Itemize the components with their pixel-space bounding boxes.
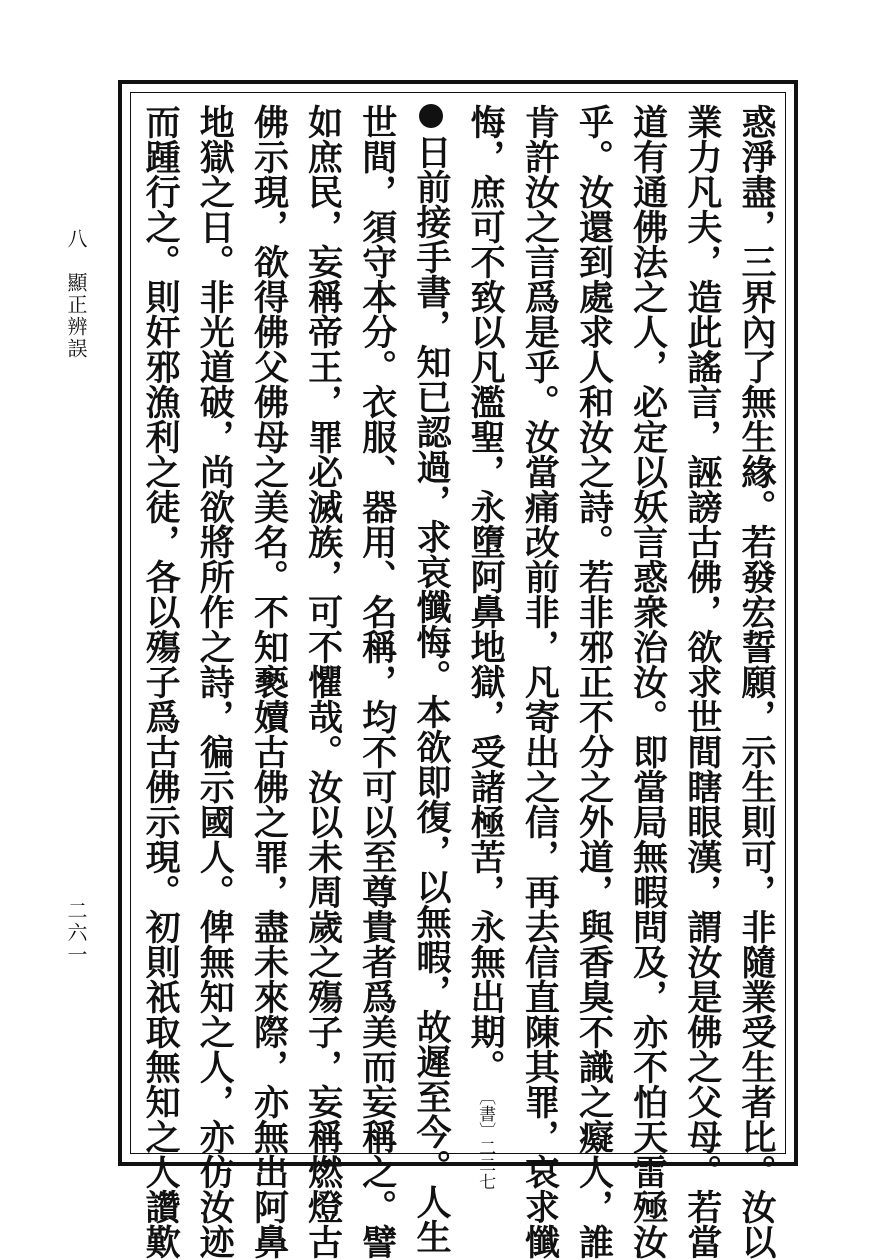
page-number: 二六一 xyxy=(64,900,88,966)
column-6-text: 悔，庶可不致以凡濫聖，永墮阿鼻地獄，受諸極苦，永無出期。 xyxy=(465,104,507,1084)
bullet-dot-icon xyxy=(419,104,443,128)
text-column-6 xyxy=(461,104,509,1190)
column-7-text: 日前接手書，知已認過，求哀懺悔。本欲即復，以無暇，故遲至今。人生 xyxy=(410,134,452,1254)
text-column-11: 地獄之日。非光道破，尚欲將所作之詩，徧示國人。俾無知之人，亦仿汝迹 xyxy=(194,104,236,1259)
book-title: 顯正辨誤 xyxy=(64,272,88,360)
section-number: 八 xyxy=(64,228,88,250)
text-column-4: 乎。汝還到處求人和汝之詩。若非邪正不分之外道，與香臭不識之癡人，誰 xyxy=(573,104,615,1259)
source-note: 〔書〕二二七 xyxy=(475,1088,496,1190)
text-column-10: 佛示現，欲得佛父佛母之美名。不知褻嬻古佛之罪，盡未來際，亦無出阿鼻 xyxy=(248,104,290,1259)
text-column-8: 世間，須守本分。衣服、器用、名稱，均不可以至尊貴者爲美而妄稱之。譬 xyxy=(356,104,398,1259)
text-column-2: 業力凡夫，造此謠言，誣謗古佛，欲求世間瞎眼漢，謂汝是佛之父母。若當 xyxy=(681,104,723,1259)
text-column-12: 而踵行之。則奸邪漁利之徒，各以殤子爲古佛示現。初則祇取無知之人讚歎 xyxy=(140,104,182,1259)
text-column-7 xyxy=(407,104,455,1254)
text-column-5: 肯許汝之言爲是乎。汝當痛改前非，凡寄出之信，再去信直陳其罪，哀求懺 xyxy=(519,104,561,1259)
text-column-1: 惑淨盡，三界內了無生緣。若發宏誓願，示生則可，非隨業受生者比。汝以 xyxy=(736,104,777,1259)
text-column-9: 如庶民，妄稱帝王，罪必滅族，可不懼哉。汝以未周歲之殤子，妄稱燃燈古 xyxy=(302,104,344,1259)
text-column-3: 道有通佛法之人，必定以妖言惑衆治汝。即當局無暇問及，亦不怕天雷殛汝 xyxy=(627,104,669,1259)
text-block xyxy=(136,104,780,1259)
running-title xyxy=(62,228,91,360)
